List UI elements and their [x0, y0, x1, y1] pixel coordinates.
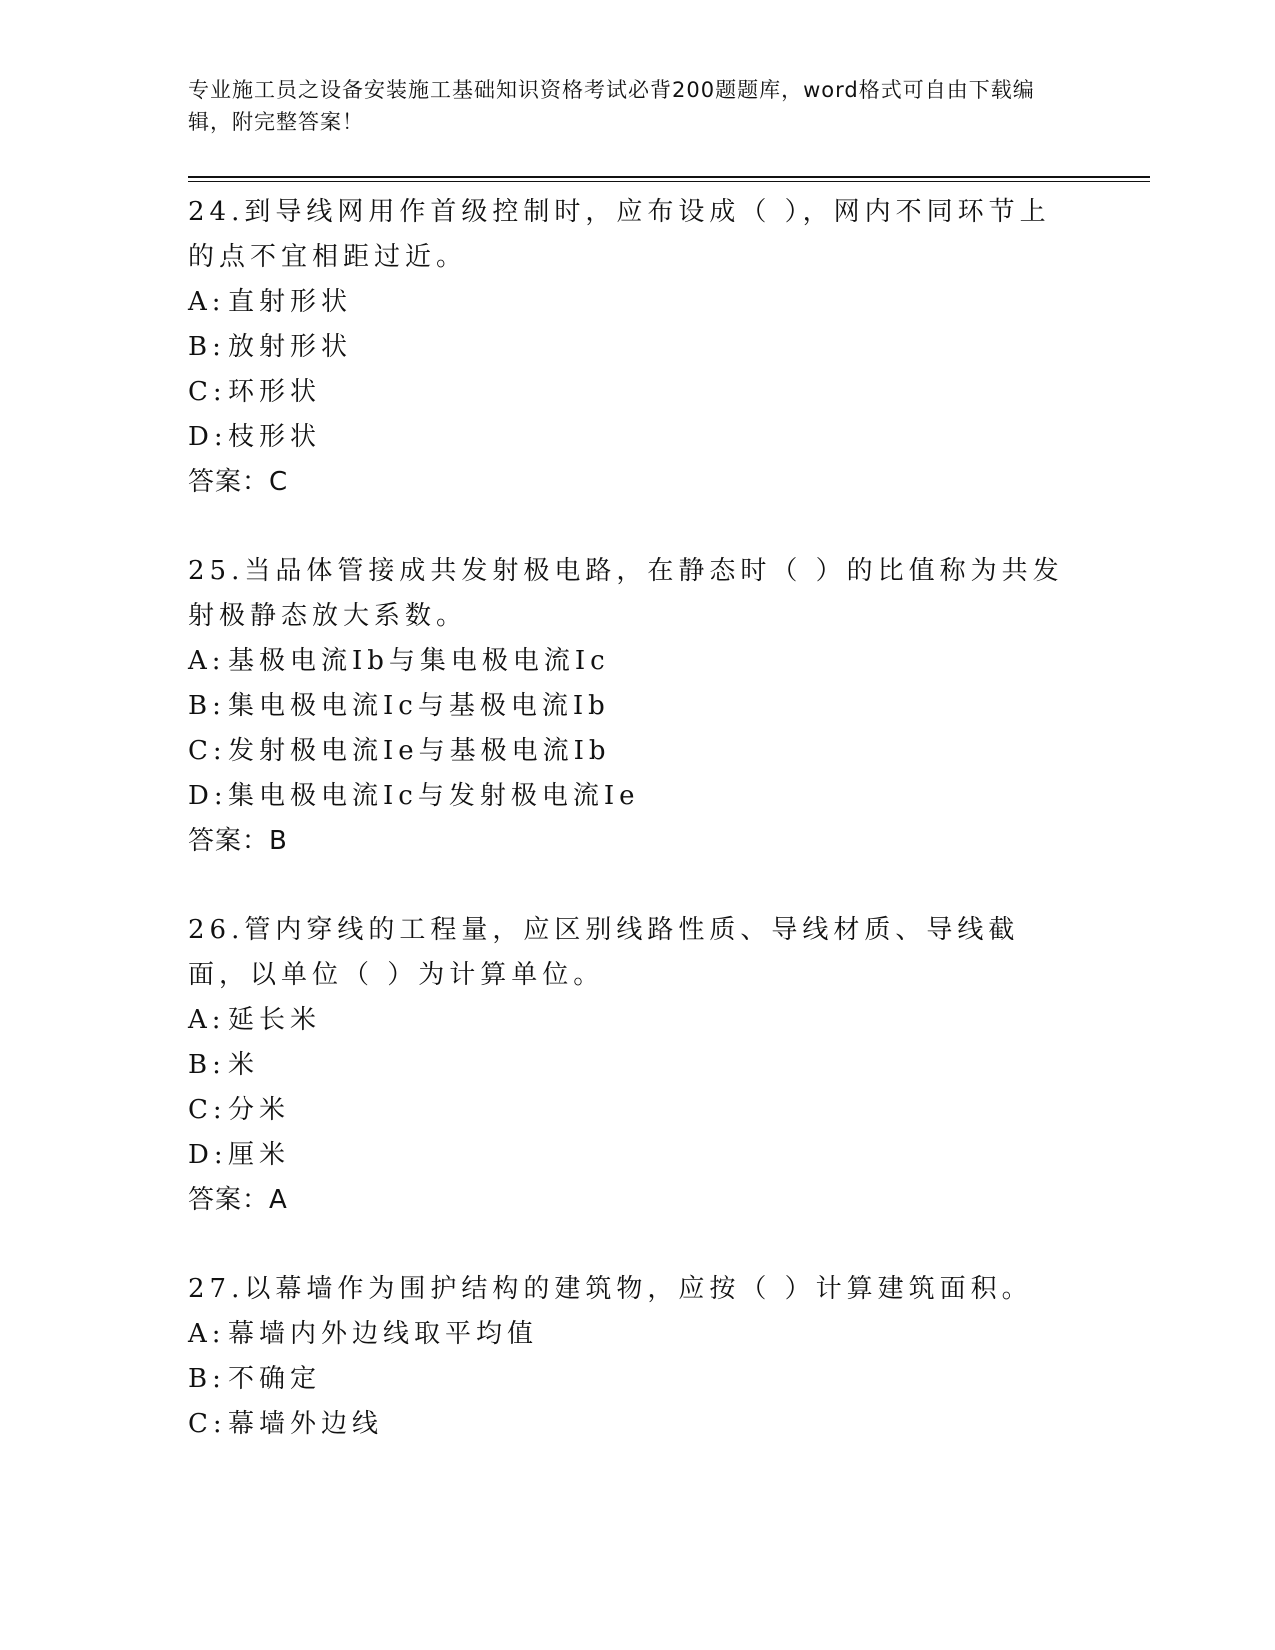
option-letter: A:: [188, 1005, 226, 1035]
option-letter: C:: [188, 377, 227, 407]
option-d: [188, 774, 1078, 819]
option-letter: B:: [188, 1050, 226, 1080]
question-25: [188, 549, 1078, 864]
option-text: 基极电流Ib与集电极电流Ic: [228, 646, 610, 676]
option-text: 延长米: [228, 1005, 322, 1035]
question-stem: 26.管内穿线的工程量，应区别线路性质、导线材质、导线截面，以单位（ ）为计算单位。: [188, 915, 1020, 990]
option-a: [188, 280, 1078, 325]
option-letter: A:: [188, 287, 226, 317]
question-24: [188, 190, 1078, 505]
option-text: 发射极电流Ie与基极电流Ib: [228, 736, 611, 766]
question-27: [188, 1267, 1078, 1447]
option-text: 枝形状: [228, 422, 322, 452]
option-b: [188, 684, 1078, 729]
option-letter: B:: [188, 691, 226, 721]
question-stem: 24.到导线网用作首级控制时，应布设成（ ），网内不同环节上的点不宜相距过近。: [188, 197, 1051, 272]
option-c: [188, 1402, 1078, 1447]
option-d: [188, 1133, 1078, 1178]
option-c: [188, 370, 1078, 415]
answer-line: 答案：C: [188, 467, 289, 497]
option-text: 放射形状: [228, 332, 353, 362]
document-header: 专业施工员之设备安装施工基础知识资格考试必背200题题库，word格式可自由下载编辑，附完整答案！: [188, 78, 1035, 134]
option-d: [188, 415, 1078, 460]
option-letter: A:: [188, 1319, 226, 1349]
option-letter: B:: [188, 1364, 226, 1394]
option-text: 直射形状: [228, 287, 353, 317]
question-stem: 27.以幕墙作为围护结构的建筑物，应按（ ）计算建筑面积。: [188, 1274, 1033, 1304]
option-text: 分米: [228, 1095, 291, 1125]
option-letter: C:: [188, 736, 227, 766]
option-text: 集电极电流Ic与基极电流Ib: [228, 691, 610, 721]
option-letter: A:: [188, 646, 226, 676]
option-letter: D:: [188, 1140, 228, 1170]
option-letter: C:: [188, 1409, 227, 1439]
option-text: 环形状: [228, 377, 322, 407]
header-divider-thick: [188, 176, 1150, 178]
option-text: 厘米: [228, 1140, 291, 1170]
option-letter: D:: [188, 422, 228, 452]
header-divider-thin: [188, 181, 1150, 182]
option-text: 幕墙内外边线取平均值: [228, 1319, 539, 1349]
option-letter: C:: [188, 1095, 227, 1125]
option-a: [188, 639, 1078, 684]
option-a: [188, 1312, 1078, 1357]
question-26: [188, 908, 1078, 1223]
option-text: 幕墙外边线: [228, 1409, 384, 1439]
question-list: [188, 190, 1078, 1491]
answer-line: 答案：A: [188, 1185, 288, 1215]
question-stem: 25.当品体管接成共发射极电路，在静态时（ ）的比值称为共发射极静态放大系数。: [188, 556, 1064, 631]
option-b: [188, 1043, 1078, 1088]
option-c: [188, 1088, 1078, 1133]
option-a: [188, 998, 1078, 1043]
option-c: [188, 729, 1078, 774]
option-b: [188, 325, 1078, 370]
option-text: 集电极电流Ic与发射极电流Ie: [228, 781, 640, 811]
option-letter: D:: [188, 781, 228, 811]
option-b: [188, 1357, 1078, 1402]
option-letter: B:: [188, 332, 226, 362]
option-text: 不确定: [228, 1364, 322, 1394]
option-text: 米: [228, 1050, 260, 1080]
answer-line: 答案：B: [188, 826, 288, 856]
